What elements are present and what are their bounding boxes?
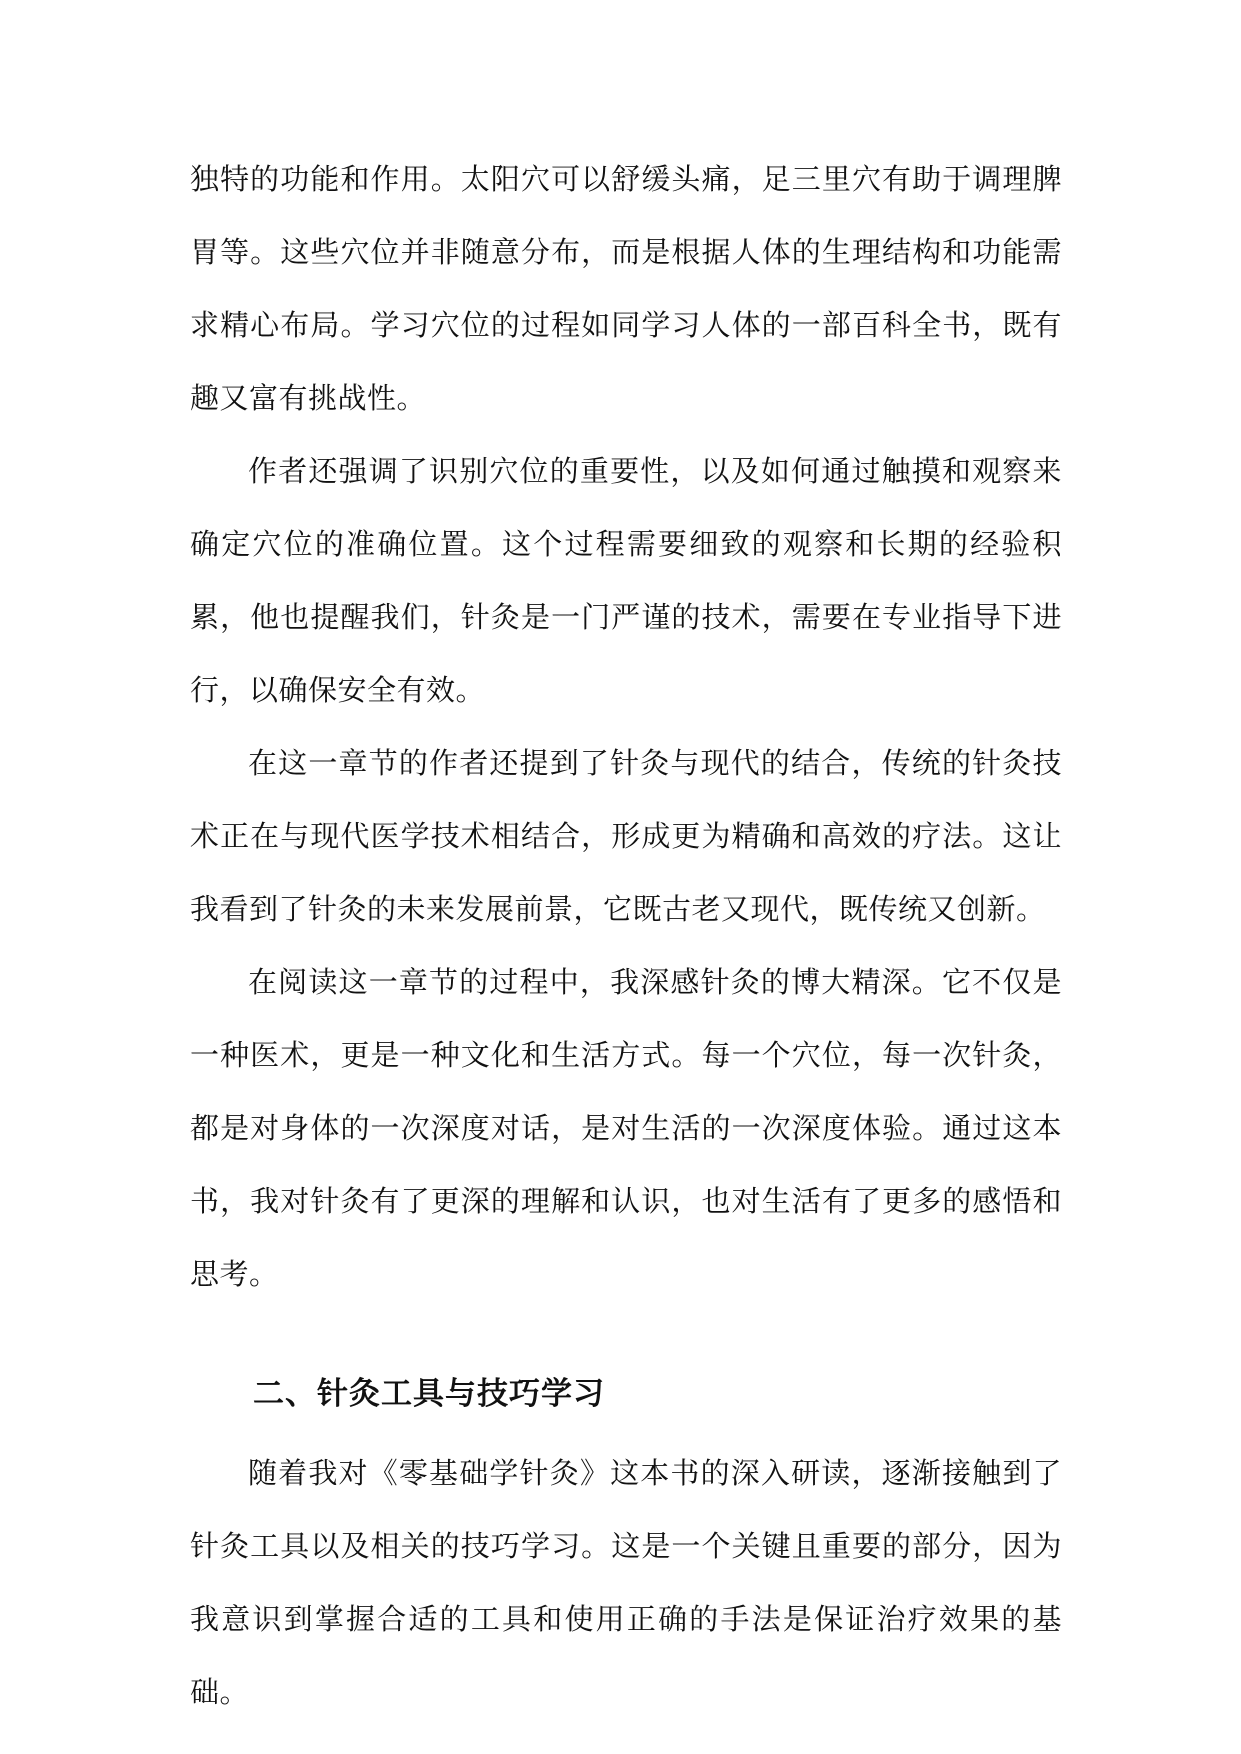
- document-body: [190, 143, 1062, 1729]
- paragraph: 作者还强调了识别穴位的重要性，以及如何通过触摸和观察来确定穴位的准确位置。这个过程需要细致的观察和长期的经验积累，他也提醒我们，针灸是一门严谨的技术，需要在专业指导下进行，以确保安全有效。: [190, 454, 1062, 707]
- paragraph: 独特的功能和作用。太阳穴可以舒缓头痛，足三里穴有助于调理脾胃等。这些穴位并非随意分布，而是根据人体的生理结构和功能需求精心布局。学习穴位的过程如同学习人体的一部百科全书，既有趣又富有挑战性。: [190, 162, 1062, 415]
- section-heading: 二、针灸工具与技巧学习: [253, 1376, 605, 1412]
- paragraph: 随着我对《零基础学针灸》这本书的深入研读，逐渐接触到了针灸工具以及相关的技巧学习。这是一个关键且重要的部分，因为我意识到掌握合适的工具和使用正确的手法是保证治疗效果的基础。: [190, 1456, 1062, 1709]
- paragraph: 在阅读这一章节的过程中，我深感针灸的博大精深。它不仅是一种医术，更是一种文化和生活方式。每一个穴位，每一次针灸，都是对身体的一次深度对话，是对生活的一次深度体验。通过这本书，我对针灸有了更深的理解和认识，也对生活有了更多的感悟和思考。: [190, 965, 1062, 1291]
- paragraph: 在这一章节的作者还提到了针灸与现代的结合，传统的针灸技术正在与现代医学技术相结合，形成更为精确和高效的疗法。这让我看到了针灸的未来发展前景，它既古老又现代，既传统又创新。: [190, 746, 1062, 926]
